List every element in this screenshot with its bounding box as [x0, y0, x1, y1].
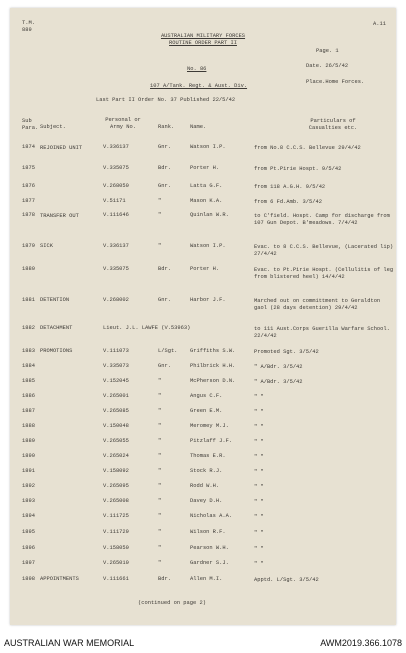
entry-rank: ": [158, 393, 162, 399]
entry-army-number: V.335073: [103, 363, 129, 369]
last-part-reference: Last Part II Order No. 37 Published 22/5/42: [96, 97, 236, 103]
order-entry: [10, 530, 396, 540]
entry-name: Philbrick H.H.: [190, 363, 236, 369]
entry-army-number: V.111661: [103, 576, 129, 582]
entry-sub-para: 1896: [22, 545, 35, 551]
entry-sub-para: 1898: [22, 576, 35, 582]
entry-particulars: " ": [254, 499, 264, 505]
entry-name: Mason K.A.: [190, 198, 223, 204]
entry-sub-para: 1890: [22, 453, 35, 459]
entry-subject: REJOINED UNIT: [40, 145, 83, 151]
entry-rank: ": [158, 438, 162, 444]
entry-sub-para: 1875: [22, 165, 35, 171]
entry-army-number: V.265010: [103, 560, 129, 566]
entry-army-number: V.268050: [103, 183, 129, 189]
entry-particulars: from Pt.Pirie Hospt. 9/5/42: [254, 166, 342, 172]
entry-particulars: " ": [254, 394, 264, 400]
entry-rank: Gnr.: [158, 183, 171, 189]
entry-rank: Gnr.: [158, 363, 171, 369]
entry-army-number: V.150048: [103, 423, 129, 429]
entry-name: Watson I.P.: [190, 243, 226, 249]
entry-particulars: " ": [254, 409, 264, 415]
entry-name: Allen M.I.: [190, 576, 223, 582]
entry-army-number: V.158050: [103, 545, 129, 551]
entry-name: Gardner S.J.: [190, 560, 229, 566]
entry-name: Latta G.F.: [190, 183, 223, 189]
entry-army-number: V.111646: [103, 212, 129, 218]
entry-particulars: Evac. to 8 C.C.S. Bellevue, (Lacerated lip) 27/4/42: [254, 244, 394, 257]
order-number: No. 86: [187, 66, 207, 72]
entry-rank: ": [158, 453, 162, 459]
entry-army-number: V.265008: [103, 498, 129, 504]
entry-name: McPherson D.N.: [190, 378, 236, 384]
entry-sub-para: 1889: [22, 438, 35, 444]
order-entry: [10, 546, 396, 556]
entry-rank: Bdr.: [158, 266, 171, 272]
entry-name: Wilson R.F.: [190, 529, 226, 535]
entry-sub-para: 1884: [22, 363, 35, 369]
entry-army-number: V.158092: [103, 468, 129, 474]
order-entry: [10, 379, 396, 389]
entry-army-number: V.265001: [103, 393, 129, 399]
entry-army-number: V.265024: [103, 453, 129, 459]
entry-army-number: V.111073: [103, 348, 129, 354]
order-entry: [10, 484, 396, 494]
entry-sub-para: 1874: [22, 144, 35, 150]
entry-army-number: Lieut. J.L. LAWFE (V.53963): [103, 325, 191, 331]
entry-subject: DETENTION: [40, 297, 70, 303]
entry-particulars: " ": [254, 530, 264, 536]
page-number: Page. 1: [316, 48, 339, 54]
entry-rank: ": [158, 423, 162, 429]
order-entry: [10, 243, 396, 257]
entry-rank: ": [158, 513, 162, 519]
continued-note: (continued on page 2): [138, 600, 206, 606]
entry-name: Angus C.F.: [190, 393, 223, 399]
entry-sub-para: 1878: [22, 212, 35, 218]
order-entry: [10, 394, 396, 404]
header-sub-para: Sub Para.: [22, 118, 39, 132]
order-entry: [10, 145, 396, 155]
entry-army-number: V.335075: [103, 165, 129, 171]
entry-rank: Bdr.: [158, 165, 171, 171]
entry-particulars: from No.8 C.C.S. Bellevue 29/4/42: [254, 145, 361, 151]
reference-code-line-2: 889: [22, 26, 32, 33]
document-subtitle: ROUTINE ORDER PART II: [169, 40, 237, 47]
header-subject: Subject.: [40, 124, 66, 130]
entry-army-number: V.268002: [103, 297, 129, 303]
entry-army-number: V.335075: [103, 266, 129, 272]
entry-army-number: V.111729: [103, 529, 129, 535]
entry-army-number: V.111725: [103, 513, 129, 519]
entry-sub-para: 1877: [22, 198, 35, 204]
entry-name: Harbor J.F.: [190, 297, 226, 303]
entry-sub-para: 1892: [22, 483, 35, 489]
entry-army-number: V.152045: [103, 378, 129, 384]
entry-sub-para: 1879: [22, 243, 35, 249]
order-entry: [10, 349, 396, 359]
entry-rank: ": [158, 545, 162, 551]
entry-rank: Bdr.: [158, 576, 171, 582]
order-entry: [10, 514, 396, 524]
order-entry: [10, 212, 396, 226]
entry-sub-para: 1883: [22, 348, 35, 354]
reference-code-line-1: T.M.: [22, 20, 35, 26]
entry-rank: ": [158, 468, 162, 474]
order-entry: [10, 166, 396, 176]
entry-name: Davey D.H.: [190, 498, 223, 504]
entry-army-number: V.336137: [103, 144, 129, 150]
document-sheet: [10, 8, 396, 625]
entry-particulars: from 118 A.G.H. 9/5/42: [254, 184, 326, 190]
header-number: Personal or Army No.: [105, 117, 141, 131]
entry-particulars: Apptd. L/Sgt. 3/5/42: [254, 577, 319, 583]
order-entry: [10, 561, 396, 571]
entry-name: Porter H.: [190, 165, 220, 171]
order-entry: [10, 439, 396, 449]
entry-sub-para: 1888: [22, 423, 35, 429]
order-entry: [10, 325, 396, 339]
entry-rank: ": [158, 529, 162, 535]
entry-rank: ": [158, 378, 162, 384]
entry-rank: ": [158, 243, 162, 249]
order-entry: [10, 499, 396, 509]
entry-sub-para: 1893: [22, 498, 35, 504]
entry-particulars: Marched out on committment to Geraldton gaol (28 days detention) 29/4/42: [254, 298, 381, 311]
entry-sub-para: 1882: [22, 325, 35, 331]
order-entry: [10, 184, 396, 194]
document-heading: [10, 33, 396, 47]
entry-rank: Gnr.: [158, 297, 171, 303]
entry-particulars: to 111 Aust.Corps Guerilla Warfare School. 22/4/42: [254, 326, 390, 339]
entry-sub-para: 1876: [22, 183, 35, 189]
entry-sub-para: 1887: [22, 408, 35, 414]
entry-particulars: from 6 Fd.Amb. 3/5/42: [254, 199, 322, 205]
entry-subject: PROMOTIONS: [40, 348, 73, 354]
entry-name: Watson I.P.: [190, 144, 226, 150]
order-entry: [10, 424, 396, 434]
entry-sub-para: 1881: [22, 297, 35, 303]
entry-particulars: Evac. to Pt.Pirie Hospt. (Cellulitis of leg from blistered heel) 14/4/42: [254, 267, 394, 280]
entry-name: Pearson W.H.: [190, 545, 229, 551]
header-name: Name.: [190, 124, 207, 130]
entry-name: Rodd W.H.: [190, 483, 220, 489]
order-entry: [10, 199, 396, 209]
entry-name: Quinlan W.R.: [190, 212, 229, 218]
entry-particulars: " ": [254, 546, 264, 552]
order-entry: [10, 577, 396, 587]
order-entry: [10, 297, 396, 311]
header-rank: Rank.: [158, 124, 175, 130]
order-entry: [10, 409, 396, 419]
entry-army-number: V.265095: [103, 483, 129, 489]
entry-rank: ": [158, 498, 162, 504]
entry-sub-para: 1895: [22, 529, 35, 535]
archive-accession: AWM2019.366.1078: [320, 638, 402, 648]
entry-particulars: Promoted Sgt. 3/5/42: [254, 349, 319, 355]
reference-code: [22, 20, 35, 34]
entry-particulars: " ": [254, 469, 264, 475]
entry-rank: ": [158, 408, 162, 414]
entry-name: Green E.M.: [190, 408, 223, 414]
entry-subject: TRANSFER OUT: [40, 213, 79, 219]
entry-name: Nicholas A.A.: [190, 513, 233, 519]
archive-footer: [0, 635, 406, 653]
entry-particulars: " ": [254, 439, 264, 445]
entry-rank: L/Sgt.: [158, 348, 178, 354]
entry-particulars: " ": [254, 454, 264, 460]
entry-sub-para: 1885: [22, 378, 35, 384]
entry-subject: APPOINTMENTS: [40, 576, 79, 582]
entry-subject: SICK: [40, 243, 53, 249]
entry-rank: ": [158, 212, 162, 218]
entry-name: Stock R.J.: [190, 468, 223, 474]
entry-particulars: " ": [254, 561, 264, 567]
entry-rank: ": [158, 560, 162, 566]
entry-rank: ": [158, 198, 162, 204]
entry-army-number: V.336137: [103, 243, 129, 249]
entry-rank: Gnr.: [158, 144, 171, 150]
document-title: AUSTRALIAN MILITARY FORCES: [160, 33, 246, 39]
entry-sub-para: 1894: [22, 513, 35, 519]
header-particulars: Particulars of Casualties etc.: [308, 118, 358, 132]
order-entry: [10, 266, 396, 280]
entry-name: Porter H.: [190, 266, 220, 272]
entry-sub-para: 1886: [22, 393, 35, 399]
order-entry: [10, 469, 396, 479]
entry-rank: ": [158, 483, 162, 489]
entry-particulars: " ": [254, 424, 264, 430]
entry-army-number: V.51171: [103, 198, 126, 204]
entry-name: Pitzlaff J.F.: [190, 438, 233, 444]
entry-particulars: " A/Bdr. 3/5/42: [254, 379, 303, 385]
entry-army-number: V.265085: [103, 408, 129, 414]
entry-particulars: " ": [254, 484, 264, 490]
entry-name: Griffiths S.W.: [190, 348, 236, 354]
entry-name: Thomas E.R.: [190, 453, 226, 459]
entry-particulars: " ": [254, 514, 264, 520]
entry-sub-para: 1897: [22, 560, 35, 566]
entry-particulars: to C'field. Hospt. Camp for discharge from 107 Gun Depot. B'meadows. 7/4/42: [254, 213, 390, 226]
entry-sub-para: 1891: [22, 468, 35, 474]
entry-sub-para: 1880: [22, 266, 35, 272]
unit-name: 107 A/Tank. Regt. & Aust. Div.: [150, 83, 248, 89]
entry-name: Meromey M.J.: [190, 423, 229, 429]
entry-subject: DETACHMENT: [40, 325, 73, 331]
order-place: Place.Home Forces.: [306, 79, 365, 85]
entry-particulars: " A/Bdr. 3/5/42: [254, 364, 303, 370]
order-entry: [10, 454, 396, 464]
archive-name: AUSTRALIAN WAR MEMORIAL: [4, 638, 135, 648]
order-date: Date. 26/5/42: [306, 63, 349, 69]
entry-army-number: V.265055: [103, 438, 129, 444]
page-reference: A.11: [373, 21, 386, 27]
order-entry: [10, 364, 396, 374]
